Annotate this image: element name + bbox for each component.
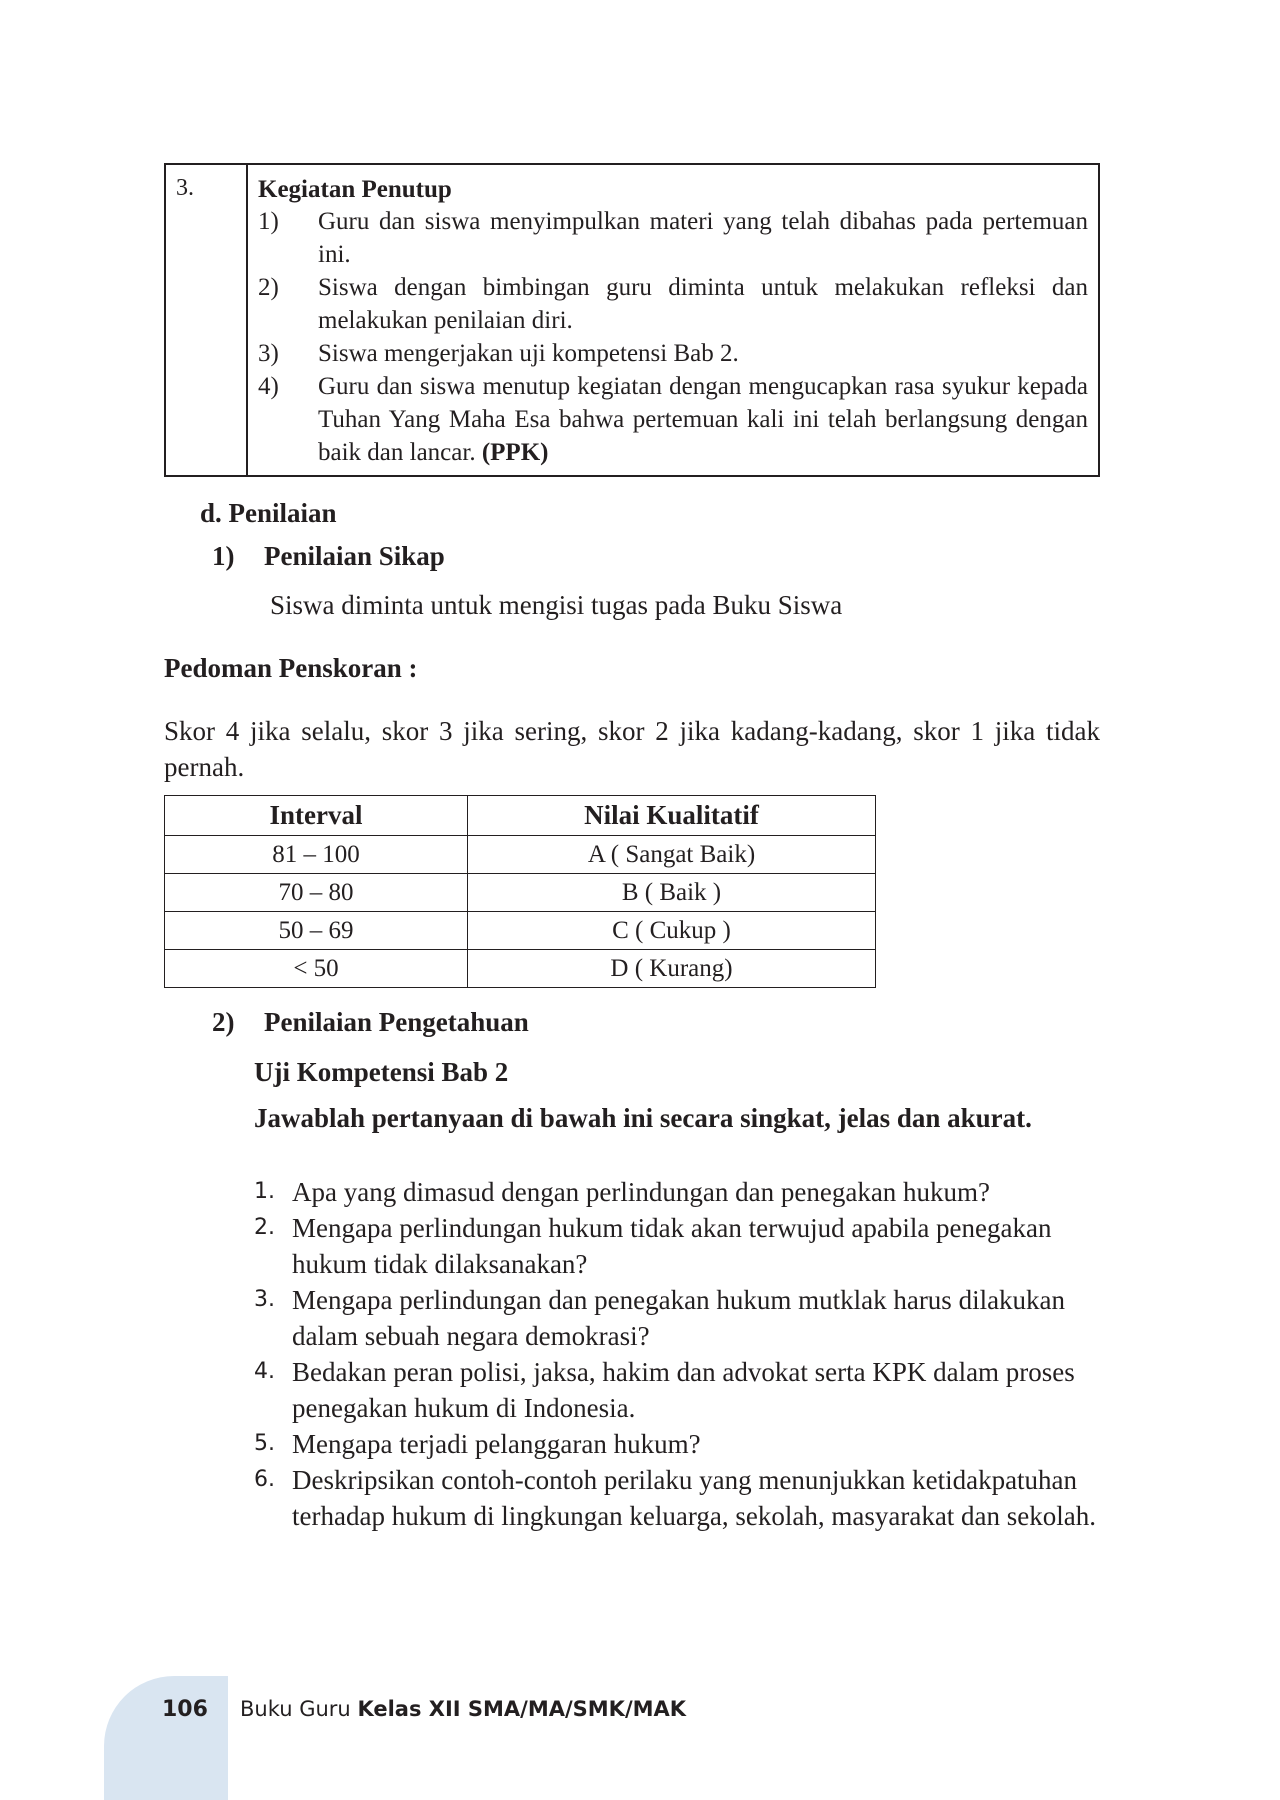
table-row: 81 – 100 A ( Sangat Baik) [165, 836, 876, 874]
activity-title: Kegiatan Penutup [258, 176, 452, 203]
activity-item: 3) Siswa mengerjakan uji kompetensi Bab 2. [258, 340, 739, 367]
book-title: Buku Guru Kelas XII SMA/MA/SMK/MAK [240, 1697, 687, 1721]
activity-item: 2) Siswa dengan bimbingan guru diminta untuk melakukan refleksi dan melakukan penilaian diri. [258, 274, 1088, 334]
subheading-penilaian-sikap: 1) Penilaian Sikap [212, 541, 445, 571]
list-item: 3. Mengapa perlindungan dan penegakan hukum mutklak harus dilakukan dalam sebuah negara demokrasi? [254, 1285, 1066, 1351]
table-row: < 50 D ( Kurang) [165, 950, 876, 988]
ppk-tag: (PPK) [481, 439, 549, 466]
table-row: 50 – 69 C ( Cukup ) [165, 912, 876, 950]
list-item: 2. Mengapa perlindungan hukum tidak akan terwujud apabila penegakan hukum tidak dilaksanakan? [254, 1213, 1052, 1279]
sikap-text: Siswa diminta untuk mengisi tugas pada Buku Siswa [270, 590, 843, 620]
column-header: Nilai Kualitatif [468, 796, 876, 836]
activity-item: 4) Guru dan siswa menutup kegiatan dengan mengucapkan rasa syukur kepada Tuhan Yang Maha Esa bahwa pertemuan kali ini telah berlangsung dengan baik dan lancar. (PPK) [258, 373, 1088, 466]
table-row: 70 – 80 B ( Baik ) [165, 874, 876, 912]
question-list [254, 1174, 1100, 1534]
page-number: 106 [162, 1697, 208, 1722]
table-header-row [165, 796, 876, 836]
page-corner-tab [104, 1676, 228, 1800]
list-item: 6. Deskripsikan contoh-contoh perilaku yang menunjukkan ketidakpatuhan terhadap hukum di lingkungan keluarga, sekolah, masyarakat dan sekolah. [254, 1465, 1097, 1531]
list-item: 4. Bedakan peran polisi, jaksa, hakim dan advokat serta KPK dalam proses penegakan hukum di Indonesia. [254, 1357, 1075, 1423]
score-table [164, 795, 876, 988]
list-item: 5. Mengapa terjadi pelanggaran hukum? [254, 1429, 701, 1459]
column-header: Interval [165, 796, 468, 836]
list-item: 1. Apa yang dimasud dengan perlindungan dan penegakan hukum? [254, 1177, 991, 1207]
uji-kompetensi-heading: Uji Kompetensi Bab 2 [254, 1057, 509, 1087]
pedoman-heading: Pedoman Penskoran : [164, 653, 418, 683]
closing-activity-table [164, 163, 1100, 477]
subheading-penilaian-pengetahuan: 2) Penilaian Pengetahuan [212, 1007, 529, 1037]
activity-item: 1) Guru dan siswa menyimpulkan materi yang telah dibahas pada pertemuan ini. [258, 208, 1088, 268]
activity-content [247, 164, 1099, 476]
section-heading-penilaian: d. Penilaian [200, 498, 337, 528]
activity-item-text: Guru dan siswa menutup kegiatan dengan mengucapkan rasa syukur kepada Tuhan Yang Maha Esa bahwa pertemuan kali ini telah berlangsung dengan baik dan lancar. [318, 373, 1088, 466]
skor-paragraph: Skor 4 jika selalu, skor 3 jika sering, skor 2 jika kadang-kadang, skor 1 jika tidak pernah. [164, 716, 1100, 782]
instruction-text: Jawablah pertanyaan di bawah ini secara singkat, jelas dan akurat. [254, 1103, 1032, 1133]
activity-number: 3. [165, 164, 247, 476]
